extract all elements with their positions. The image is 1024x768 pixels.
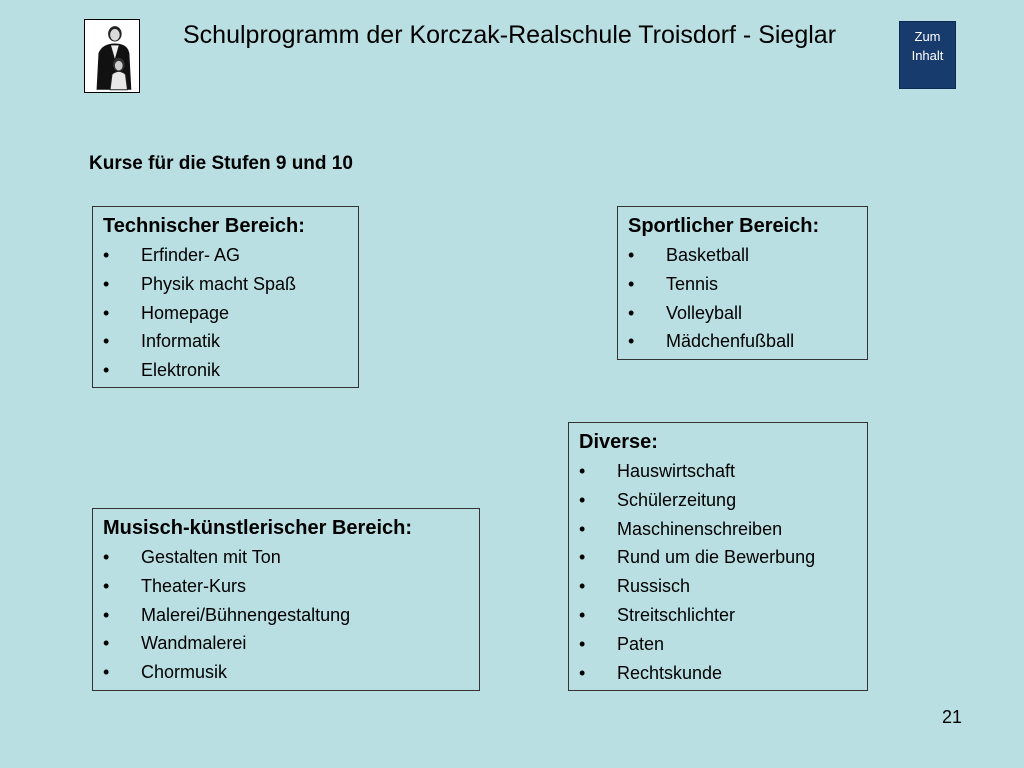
list-item: • Rund um die Bewerbung: [579, 543, 857, 572]
list-item: • Basketball: [628, 241, 857, 270]
list-item: • Malerei/Bühnengestaltung: [103, 601, 469, 630]
zum-inhalt-label-line1: Zum: [914, 29, 941, 44]
list-item: • Volleyball: [628, 299, 857, 328]
zum-inhalt-button[interactable]: [899, 21, 956, 89]
box-title: Musisch-künstlerischer Bereich:: [103, 517, 412, 539]
section-heading: Kurse für die Stufen 9 und 10: [89, 153, 353, 174]
box-title: Sportlicher Bereich:: [628, 215, 820, 237]
box-title: Technischer Bereich:: [103, 215, 305, 237]
list-item: • Russisch: [579, 572, 857, 601]
list-item: • Theater-Kurs: [103, 572, 469, 601]
list-item: • Tennis: [628, 270, 857, 299]
list-item: • Erfinder- AG: [103, 241, 348, 270]
course-list: [628, 241, 857, 356]
list-item: • Informatik: [103, 327, 348, 356]
music-art-courses-box: [92, 508, 480, 691]
list-item: • Maschinenschreiben: [579, 515, 857, 544]
list-item: • Mädchenfußball: [628, 327, 857, 356]
list-item: • Gestalten mit Ton: [103, 543, 469, 572]
course-list: [579, 457, 857, 687]
course-list: [103, 241, 348, 385]
korczak-portrait-icon: [84, 19, 140, 93]
list-item: • Wandmalerei: [103, 629, 469, 658]
list-item: • Physik macht Spaß: [103, 270, 348, 299]
list-item: • Elektronik: [103, 356, 348, 385]
list-item: • Streitschlichter: [579, 601, 857, 630]
course-list: [103, 543, 469, 687]
page-title: Schulprogramm der Korczak-Realschule Troisdorf - Sieglar: [183, 21, 837, 49]
list-item: • Homepage: [103, 299, 348, 328]
list-item: • Rechtskunde: [579, 659, 857, 688]
box-title: Diverse:: [579, 431, 658, 453]
list-item: • Schülerzeitung: [579, 486, 857, 515]
diverse-courses-box: [568, 422, 868, 691]
list-item: • Paten: [579, 630, 857, 659]
page-number: 21: [941, 707, 962, 727]
technical-courses-box: [92, 206, 359, 388]
sports-courses-box: [617, 206, 868, 360]
zum-inhalt-label-line2: Inhalt: [911, 48, 944, 63]
list-item: • Chormusik: [103, 658, 469, 687]
list-item: • Hauswirtschaft: [579, 457, 857, 486]
